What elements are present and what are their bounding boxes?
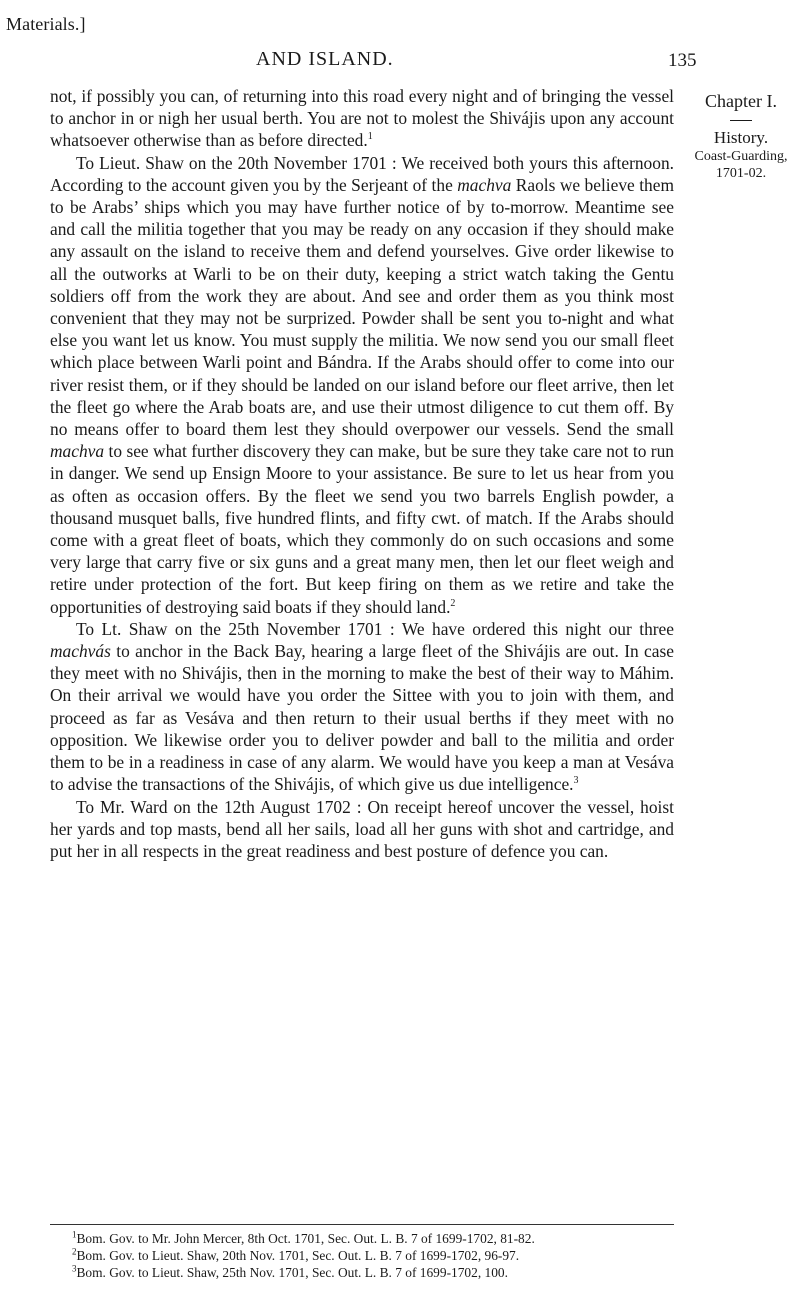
margin-subject: History. xyxy=(713,127,769,147)
footnote: $^1$Bom. Gov. to Mr. John Mercer, 8th Oct. 1701, Sec. Out. L. B. 7 of 1699-1702, 81-82. xyxy=(72,1229,535,1246)
body-text xyxy=(50,85,674,862)
footnote-ref: 1 xyxy=(367,131,373,143)
paragraph: To Lt. Shaw on the 25th November 1701 : We have ordered this night our three machvás to anchor in the Back Bay, hearing a large fleet of the Shivájis are out. In case they meet with no Shivájis, then in the morning to make the best of their way to Máhim. On their arrival we would have you order the Sittee with you to join with them, and proceed as far as Vesáva and then return to their usual berths if they meet with no opposition. We likewise order you to deliver powder and ball to the militia and order them to be in a readiness in case of any alarm. We would have you keep a man at Vesáva to advise the transactions of the Shivájis, of which give us due intelligence.$^3$ xyxy=(50,618,674,795)
paragraph: To Lieut. Shaw on the 20th November 1701 : We received both yours this afternoon. According to the account given you by the Serjeant of the machva Raols we believe them to be Arabs’ ships which you may have further notice of by to-morrow. Meantime see and call the militia together that you may be ready on any occasion if they should make any assault on the island to receive them and defend yourselves. Give order likewise to all the outworks at Warli to be on their duty, keeping a strict watch taking the Gentu soldiers off from the work they are about. And see and order them as you think most convenient that they may not be surprized. Powder shall be sent you to-night and what else you want let us know. You must supply the militia. We now send you our small fleet which place between Warli point and Bándra. If the Arabs should offer to come into our river resist them, or if they should be landed on our island before our fleet arrive, then let the fleet go where the Arab boats are, and use their utmost diligence to cut them off. By no means offer to board them lest they should overpower our vessels. Send the small machva to see what further discovery they can make, but be sure they take care not to run in danger. We send up Ensign Moore to your assistance. Be sure to let us hear from you as often as occasion offers. By the fleet we send you two barrels English powder, a thousand musquet balls, five hundred flints, and fifty cwt. of match. If the Arabs should come with a great fleet of boats, which they commonly do on such occasions and some very large that carry five or six guns and a great many men, then let our fleet weigh and retire under protection of the fort. But keep firing on them as we retire and take the opportunities of destroying said boats if they should land.$^2$ xyxy=(50,152,674,617)
margin-note xyxy=(686,90,796,183)
running-head: AND ISLAND. xyxy=(256,48,394,70)
footnote-divider xyxy=(50,1224,674,1225)
margin-chapter: Chapter I. xyxy=(705,91,777,111)
paragraph: To Mr. Ward on the 12th August 1702 : On receipt hereof uncover the vessel, hoist her yards and top masts, bend all her sails, load all her guns with shot and cartridge, and put her in all respects in the great readiness and best posture of defence you can. xyxy=(50,796,674,861)
footnote: $^2$Bom. Gov. to Lieut. Shaw, 20th Nov. 1701, Sec. Out. L. B. 7 of 1699-1702, 96-97. xyxy=(72,1246,520,1263)
section-tag: Materials.] xyxy=(6,14,86,34)
paragraph: not, if possibly you can, of returning into this road every night and of bringing the vessel to anchor in or nigh her usual berth. You are not to molest the Shivájis upon any account whatsoever otherwise than as before directed.$^1$ xyxy=(50,86,674,151)
footnote-ref: 2 xyxy=(450,597,456,609)
page-number: 135 xyxy=(668,50,697,71)
margin-rule xyxy=(730,120,752,121)
footnotes xyxy=(72,1230,674,1281)
footnote: $^3$Bom. Gov. to Lieut. Shaw, 25th Nov. 1701, Sec. Out. L. B. 7 of 1699-1702, 100. xyxy=(72,1263,508,1280)
margin-years: 1701-02. xyxy=(715,166,767,182)
margin-topic: Coast-Guarding, xyxy=(694,148,788,164)
footnote-ref: 3 xyxy=(573,775,579,787)
